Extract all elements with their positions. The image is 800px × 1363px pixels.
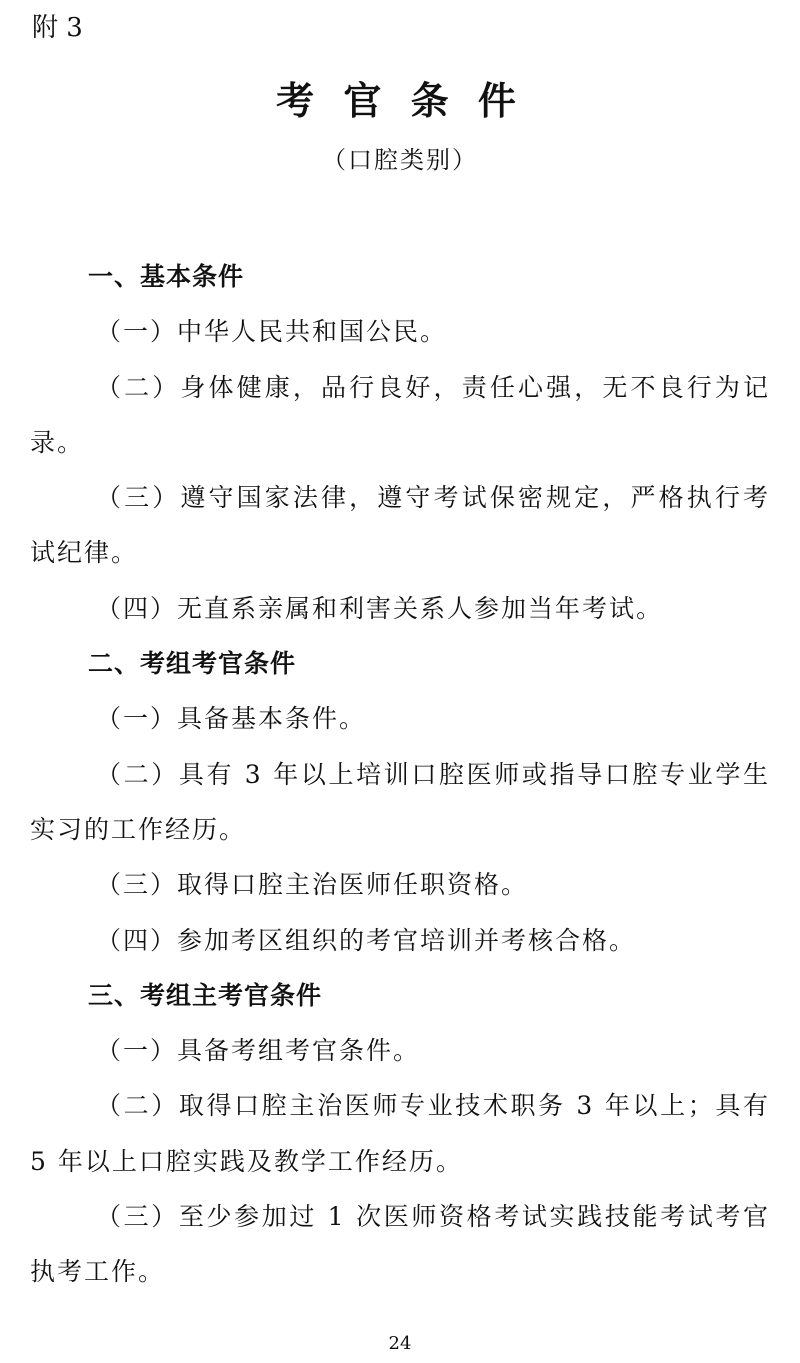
list-item: （一）中华人民共和国公民。	[96, 317, 448, 347]
list-item: （三）遵守国家法律，遵守考试保密规定，严格执行考试纪律。	[30, 483, 770, 568]
section-heading-examiner: 二、考组考官条件	[88, 649, 297, 679]
list-item: （三）取得口腔主治医师任职资格。	[96, 870, 529, 900]
list-item: （二）身体健康，品行良好，责任心强，无不良行为记录。	[30, 372, 770, 457]
document-body	[30, 249, 770, 1300]
list-item: （四）参加考区组织的考官培训并考核合格。	[96, 925, 637, 955]
list-item: （二）具有 3 年以上培训口腔医师或指导口腔专业学生实习的工作经历。	[30, 759, 770, 844]
list-item: （四）无直系亲属和利害关系人参加当年考试。	[96, 593, 664, 623]
list-item: （一）具备基本条件。	[96, 704, 367, 734]
document-title: 考 官 条 件	[276, 79, 524, 123]
document-subtitle: （口腔类别）	[322, 146, 478, 174]
page-number: 24	[388, 1333, 412, 1354]
section-heading-basic: 一、基本条件	[88, 262, 245, 291]
section-heading-chief-examiner: 三、考组主考官条件	[88, 980, 323, 1010]
list-item: （一）具备考组考官条件。	[96, 1036, 421, 1066]
list-item: （二）取得口腔主治医师专业技术职务 3 年以上；具有 5 年以上口腔实践及教学工作经历。	[30, 1091, 770, 1176]
attachment-label: 附 3	[32, 13, 83, 43]
list-item: （三）至少参加过 1 次医师资格考试实践技能考试考官执考工作。	[30, 1202, 770, 1287]
